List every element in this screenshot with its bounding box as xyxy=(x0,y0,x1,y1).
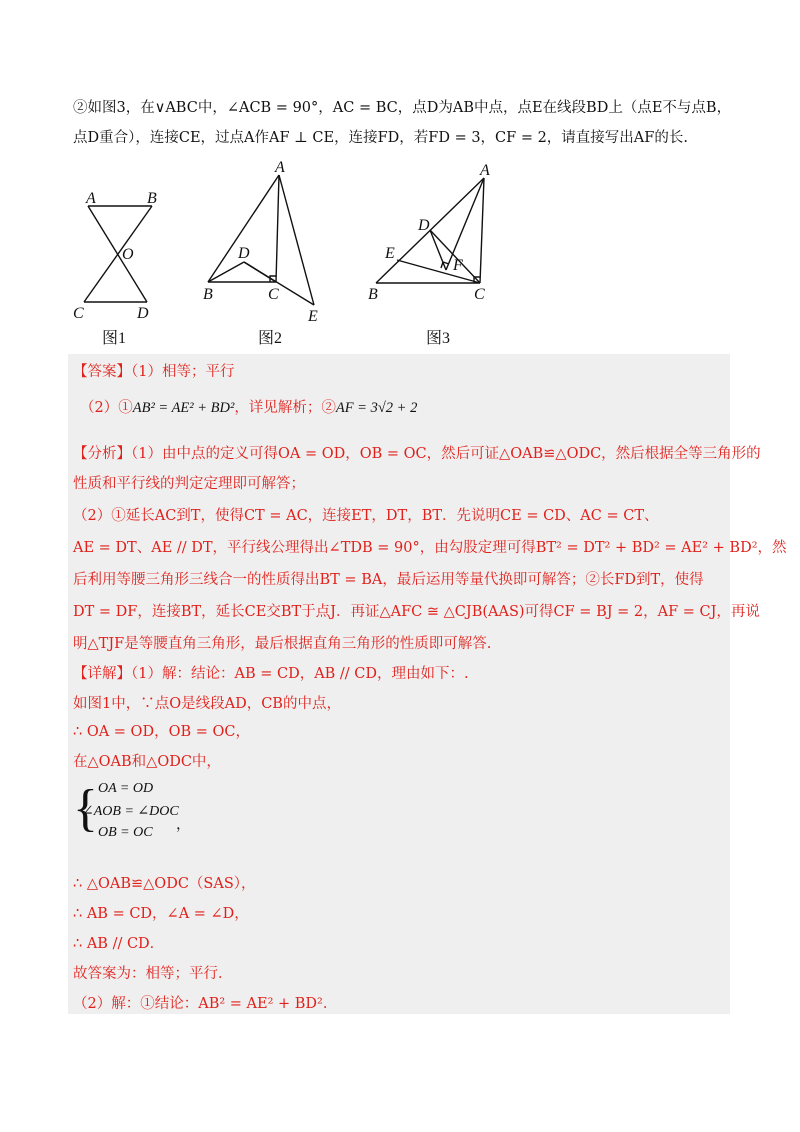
system-end: ， xyxy=(176,817,191,833)
detail-line-8: 故答案为：相等；平行． xyxy=(73,966,233,982)
analysis-line-5: 后利用等腰三角形三线合一的性质得出BT = BA，最后运用等量代换即可解答；②长FD到T，使得 xyxy=(73,572,704,588)
fig2-label-D: D xyxy=(238,245,250,262)
figure-3-caption: 图3 xyxy=(426,330,451,347)
answer-part-2 xyxy=(80,398,417,418)
fig2-label-A: A xyxy=(275,159,285,176)
system-eq-2: ∠AOB = ∠DOC xyxy=(82,804,179,819)
detail-line-5: ∴ △OAB≌△ODC（SAS）， xyxy=(73,876,256,892)
analysis-line-4: AE = DT、AE // DT，平行线公理得出∠TDB = 90°，由勾股定理可得BT² = DT² + BD² = AE² + BD²，然 xyxy=(73,540,787,556)
fig1-label-A: A xyxy=(86,190,96,207)
answer-part-1: （1）相等；平行 xyxy=(131,364,235,380)
analysis-tag: 【分析】 xyxy=(73,446,131,462)
analysis-line-6: DT = DF，连接BT，延长CE交BT于点J．再证△AFC ≅ △CJB(AAS)可得CF = BJ = 2，AF = CJ，再说 xyxy=(73,604,760,620)
figure-1 xyxy=(84,206,152,302)
fig1-label-B: B xyxy=(147,190,157,207)
detail-line-2: 如图1中，∵点O是线段AD，CB的中点， xyxy=(73,696,341,712)
answer-section xyxy=(73,362,234,382)
answer-part-2-mid: ，详见解析；② xyxy=(234,400,336,416)
fig3-label-A: A xyxy=(480,162,490,179)
analysis-line-1 xyxy=(73,444,761,464)
analysis-text-1: （1）由中点的定义可得OA = OD，OB = OC，然后可证△OAB≌△ODC，然后根据全等三角形的 xyxy=(131,446,761,462)
detail-line-3: ∴ OA = OD，OB = OC， xyxy=(73,724,250,740)
fig2-label-E: E xyxy=(308,308,318,325)
fig2-label-C: C xyxy=(268,286,279,303)
detail-line-4: 在△OAB和△ODC中， xyxy=(73,754,221,770)
fig1-label-D: D xyxy=(137,305,149,322)
detail-tag: 【详解】 xyxy=(73,666,131,682)
answer-tag: 【答案】 xyxy=(73,364,131,380)
figure-2-caption: 图2 xyxy=(258,330,283,347)
answer-part-2-result: AF = 3√2 + 2 xyxy=(335,400,418,416)
figure-1-caption: 图1 xyxy=(102,330,127,347)
system-eq-3: OB = OC xyxy=(98,825,153,840)
figure-3 xyxy=(376,178,484,283)
system-brace: { xyxy=(73,780,98,837)
detail-line-7: ∴ AB // CD． xyxy=(73,936,165,952)
fig1-label-O: O xyxy=(122,246,134,263)
fig3-label-B: B xyxy=(368,286,378,303)
detail-text-1: （1）解：结论：AB = CD，AB // CD，理由如下：. xyxy=(131,666,469,682)
analysis-line-7: 明△TJF是等腰直角三角形，最后根据直角三角形的性质即可解答. xyxy=(73,636,492,652)
fig3-label-F: F xyxy=(453,257,463,274)
detail-line-9: （2）解：①结论：AB² = AE² + BD²． xyxy=(73,996,338,1012)
detail-line-6: ∴ AB = CD，∠A = ∠D， xyxy=(73,906,249,922)
analysis-line-2: 性质和平行线的判定定理即可解答； xyxy=(73,476,305,492)
analysis-line-3: （2）①延长AC到T，使得CT = AC，连接ET，DT，BT．先说明CE = CD、AC = CT、 xyxy=(73,508,659,524)
answer-part-2-formula: AB² = AE² + BD² xyxy=(132,400,235,416)
fig3-label-D: D xyxy=(418,217,430,234)
fig2-label-B: B xyxy=(203,286,213,303)
fig1-label-C: C xyxy=(73,305,84,322)
question-line-2: 点D重合），连接CE，过点A作AF ⊥ CE，连接FD，若FD = 3，CF = 2，请直接写出AF的长. xyxy=(73,130,688,146)
question-line-1: ②如图3，在∨ABC中，∠ACB = 90°，AC = BC，点D为AB中点，点E在线段BD上（点E不与点B， xyxy=(73,100,732,116)
figure-2 xyxy=(208,175,314,305)
system-eq-1: OA = OD xyxy=(98,781,154,796)
detail-line-1 xyxy=(73,664,469,684)
answer-part-2-prefix: （2）① xyxy=(80,400,133,416)
fig3-label-C: C xyxy=(474,286,485,303)
fig3-label-E: E xyxy=(385,245,395,262)
